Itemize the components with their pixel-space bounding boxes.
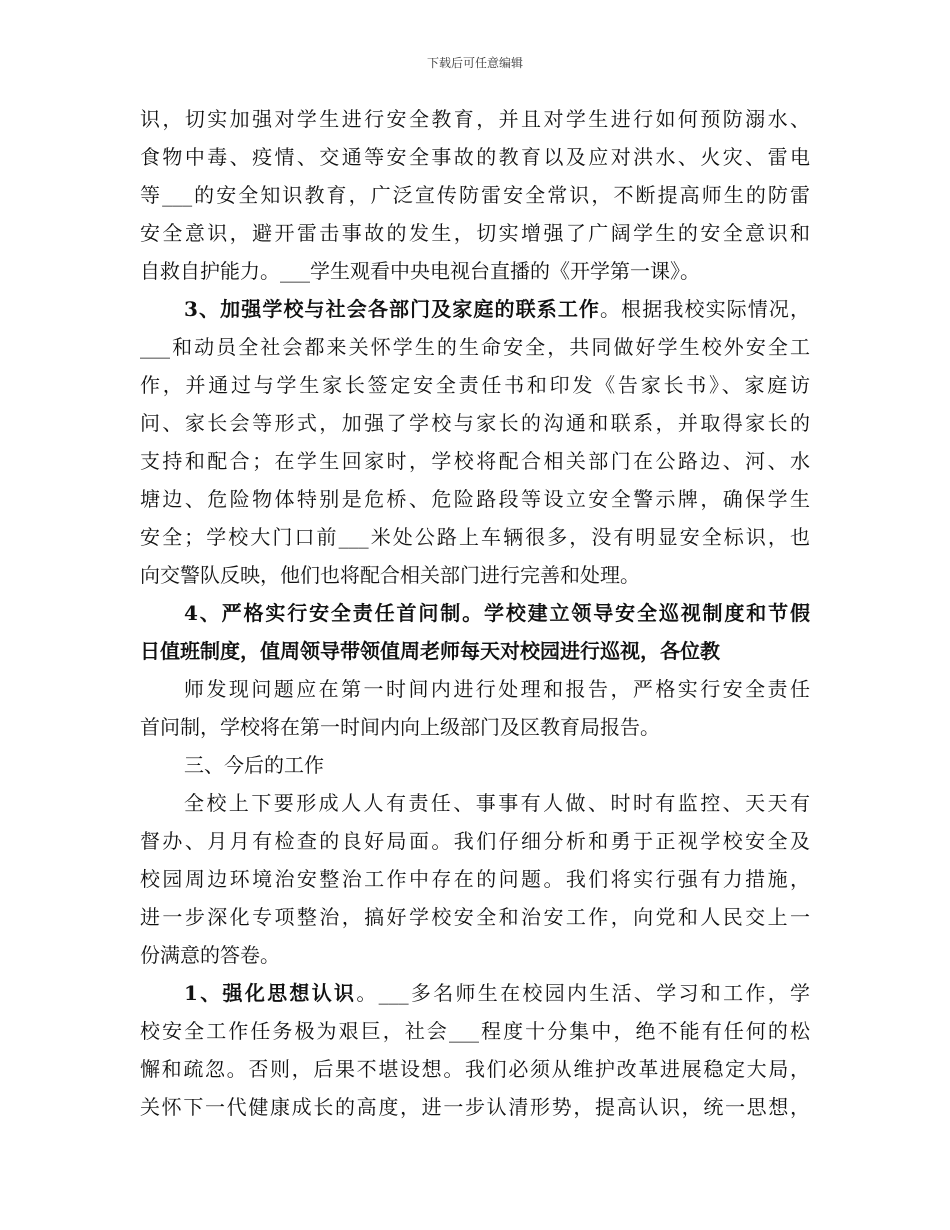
bold-heading-text: 3、加强学校与社会各部门及家庭的联系工作	[184, 297, 601, 321]
text-line: 三、今后的工作	[184, 753, 324, 777]
text-line: 督办、月月有检查的良好局面。我们仔细分析和勇于正视学校安全及	[140, 829, 810, 853]
text-line: 自救自护能力。___学生观看中央电视台直播的《开学第一课》。	[140, 259, 700, 283]
text-line: 塘边、危险物体特别是危桥、危险路段等设立安全警示牌，确保学生	[140, 487, 810, 511]
text-line: 支持和配合；在学生回家时，学校将配合相关部门在公路边、河、水	[140, 449, 810, 473]
text-line: 识，切实加强对学生进行安全教育，并且对学生进行如何预防溺水、	[140, 107, 810, 131]
text-line: 校安全工作任务极为艰巨，社会___程度十分集中，绝不能有任何的松	[140, 1019, 810, 1043]
text-line: 问、家长会等形式，加强了学校与家长的沟通和联系，并取得家长的	[140, 411, 810, 435]
text-line: ___和动员全社会都来关怀学生的生命安全，共同做好学生校外安全工	[140, 335, 810, 359]
text-line: 懈和疏忽。否则，后果不堪设想。我们必须从维护改革进展稳定大局，	[140, 1057, 810, 1081]
text-line: 首问制，学校将在第一时间内向上级部门及区教育局报告。	[140, 715, 660, 739]
text-line: 向交警队反映，他们也将配合相关部门进行完善和处理。	[140, 563, 640, 587]
bold-heading-text: 1、强化思想认识	[184, 981, 357, 1005]
text-line: 进一步深化专项整治，搞好学校安全和治安工作，向党和人民交上一	[140, 905, 810, 929]
text-line: 校园周边环境治安整治工作中存在的问题。我们将实行强有力措施，	[140, 867, 810, 891]
text-line: 师发现问题应在第一时间内进行处理和报告，严格实行安全责任	[184, 677, 810, 701]
text-line: 关怀下一代健康成长的高度，进一步认清形势，提高认识，统一思想，	[140, 1095, 810, 1119]
text-line: 日值班制度，值周领导带领值周老师每天对校园进行巡视，各位教	[140, 639, 720, 663]
text-line: 安全意识，避开雷击事故的发生，切实增强了广阔学生的安全意识和	[140, 221, 810, 245]
page-header: 下载后可任意编辑	[426, 56, 523, 70]
text-line: 全校上下要形成人人有责任、事事有人做、时时有监控、天天有	[184, 791, 810, 815]
document-body	[140, 100, 810, 1126]
body-text: 。根据我校实际情况，	[600, 297, 810, 321]
text-line: 作，并通过与学生家长签定安全责任书和印发《告家长书》、家庭访	[140, 373, 810, 397]
text-line	[140, 290, 810, 328]
text-line	[140, 974, 810, 1012]
text-line: 食物中毒、疫情、交通等安全事故的教育以及应对洪水、火灾、雷电	[140, 145, 810, 169]
text-line: 份满意的答卷。	[140, 943, 280, 967]
body-text: 。___多名师生在校园内生活、学习和工作，学	[356, 981, 810, 1005]
text-line: 等___的安全知识教育，广泛宣传防雷安全常识，不断提高师生的防雷	[140, 183, 810, 207]
text-line: 4、严格实行安全责任首问制。学校建立领导安全巡视制度和节假	[184, 601, 810, 625]
text-line: 安全；学校大门口前___米处公路上车辆很多，没有明显安全标识，也	[140, 525, 810, 549]
